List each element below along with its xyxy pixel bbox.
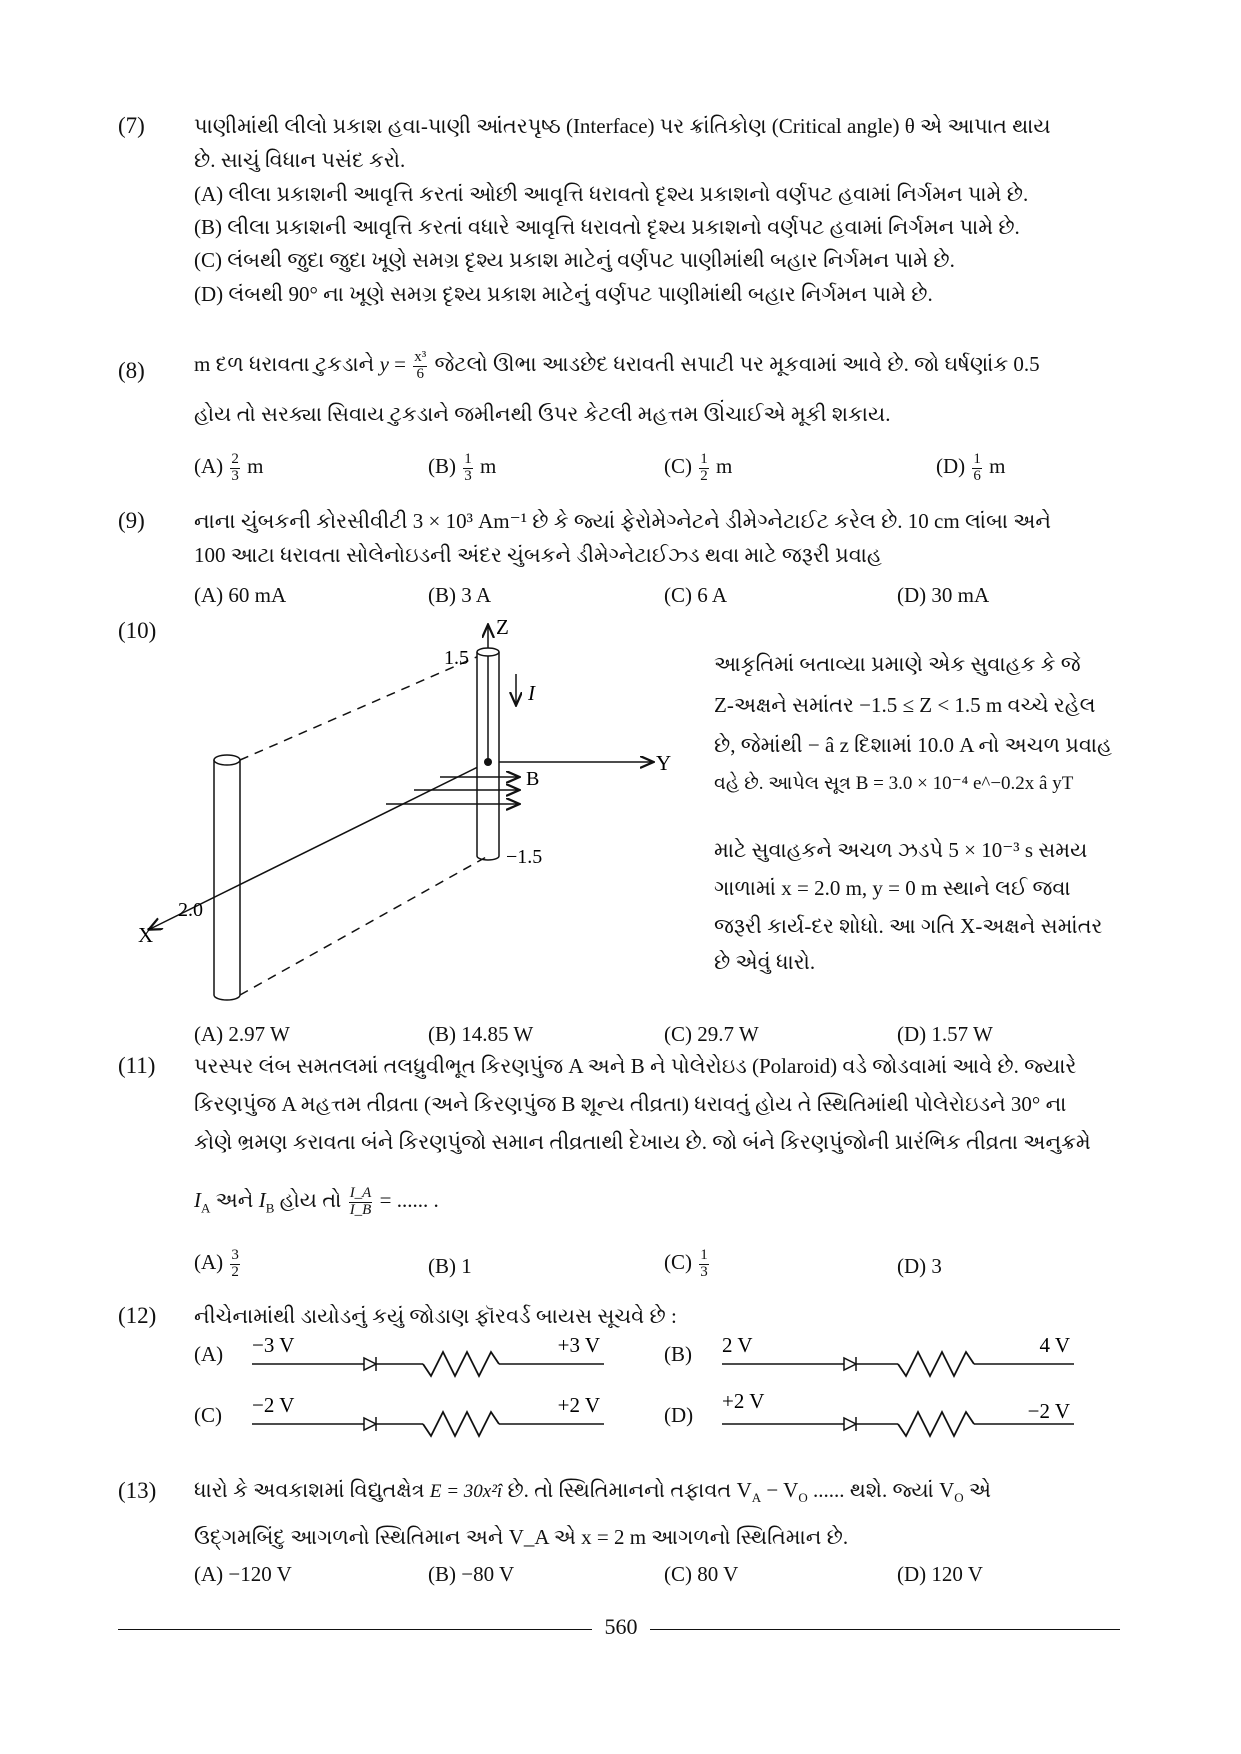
question-text: છે. સાચું વિધાન પસંદ કરો. (194, 148, 406, 172)
option-b: (B) 14.85 W (428, 1022, 534, 1046)
svg-text:4 V: 4 V (1039, 1333, 1070, 1357)
option-b: (B) 3 A (428, 583, 491, 607)
question-text: નાના ચુંબકની કોરસીવીટી 3 × 10³ Am⁻¹ છે કે જ્યાં ફેરોમેગ્નેટને ડીમેગ્નેટાઈટ કરેલ છે. 10 cm લાંબા અને (194, 509, 1052, 533)
field-label: B (526, 768, 540, 790)
option-d: (D) $\frac{1}{6}$ m (936, 451, 1006, 484)
z-axis-label: Z (496, 615, 509, 639)
question-text: m દળ ધરાવતા ટુકડાને y = $\frac{\text{x³}}{6}$ જેટલો ઊભા આડછેદ ધરાવતી સપાટી પર મૂકવામાં આવે છે. જો ઘર્ષણાંક 0.5 (194, 349, 1040, 382)
option-d: (D) 30 mA (897, 583, 990, 607)
conductor-figure (140, 612, 700, 1012)
footer-rule-left (118, 1629, 592, 1630)
question-number: (9) (118, 508, 145, 533)
question-text: જરૂરી કાર્ય-દર શોધો. આ ગતિ X-અક્ષને સમાંતર (714, 914, 1103, 938)
option-c: (C) $\frac{1}{3}$ (664, 1247, 708, 1280)
option-a: (A) $\frac{2}{3}$ m (194, 451, 264, 484)
question-number: (11) (118, 1053, 156, 1078)
question-text: ઉદ્‌ગમબિંદુ આગળનો સ્થિતિમાન અને V_A એ x = 2 m આગળનો સ્થિતિમાન છે. (194, 1525, 849, 1549)
question-text: 100 આટા ધરાવતા સોલેનોઇડની અંદર ચુંબકને ડીમેગ્નેટાઈઝ્ડ થવા માટે જરૂરી પ્રવાહ (194, 543, 882, 567)
option-d: (D) 120 V (897, 1562, 983, 1586)
current-label: I (528, 681, 535, 705)
option-a: (A) લીલા પ્રકાશની આવૃત્તિ કરતાં ઓછી આવૃત્તિ ધરાવતો દૃશ્ય પ્રકાશનો વર્ણપટ હવામાં નિર્ગમન પામે છે. (194, 182, 1029, 206)
option-d-circuit (718, 1388, 1080, 1440)
option-b: (B) 1 (428, 1254, 472, 1278)
question-number: (8) (118, 358, 145, 383)
option-c: (C) લંબથી જુદા જુદા ખૂણે સમગ્ર દૃશ્ય પ્રકાશ માટેનું વર્ણપટ પાણીમાંથી બહાર નિર્ગમન પામે છે. (194, 248, 955, 272)
option-a-circuit (248, 1332, 610, 1380)
electric-field: E = 30x²î (429, 1481, 503, 1502)
option-d: (D) 1.57 W (897, 1022, 993, 1046)
option-b-label: (B) (664, 1342, 692, 1366)
option-c: (C) 29.7 W (664, 1022, 759, 1046)
question-text: છે, જેમાંથી − â z દિશામાં 10.0 A નો અચળ પ્રવાહ (714, 733, 1112, 757)
svg-text:−2 V: −2 V (252, 1393, 295, 1417)
option-c-circuit (248, 1392, 610, 1440)
question-number: (10) (118, 618, 157, 643)
question-text: નીચેનામાંથી ડાયોડનું કયું જોડાણ ફૉરવર્ડ બાયસ સૂચવે છે : (194, 1304, 677, 1328)
question-text: કોણે ભ્રમણ કરાવતા બંને કિરણપુંજો સમાન તીવ્રતાથી દેખાય છે. જો બંને કિરણપુંજોની પ્રારંભિક તીવ્રતા અનુક્રમે (194, 1130, 1091, 1154)
question-text: હોય તો સરક્યા સિવાય ટુકડાને જમીનથી ઉપર કેટલી મહત્તમ ઊંચાઈએ મૂકી શકાય. (194, 402, 891, 426)
option-b: (B) લીલા પ્રકાશની આવૃત્તિ કરતાં વધારે આવૃત્તિ ધરાવતો દૃશ્ય પ્રકાશનો વર્ણપટ હવામાં નિર્ગમન પામે છે. (194, 215, 1020, 239)
question-text: પરસ્પર લંબ સમતલમાં તલધ્રુવીભૂત કિરણપુંજ A અને B ને પોલેરોઇડ (Polaroid) વડે જોડવામાં આવે છે. જ્યારે (194, 1054, 1077, 1078)
x-position-value: 2.0 (178, 899, 203, 921)
y-axis-label: Y (656, 751, 672, 775)
option-c: (C) 6 A (664, 583, 727, 607)
z-bottom-value: −1.5 (506, 846, 543, 868)
equation-lhs: y (379, 352, 389, 377)
option-a: (A) 60 mA (194, 583, 287, 607)
svg-text:−2 V: −2 V (1027, 1399, 1070, 1423)
option-d-label: (D) (664, 1403, 694, 1427)
option-d: (D) 3 (897, 1254, 942, 1278)
svg-text:+2 V: +2 V (722, 1389, 765, 1413)
question-number: (13) (118, 1478, 157, 1503)
footer-rule-right (650, 1629, 1120, 1630)
option-a: (A) 2.97 W (194, 1022, 290, 1046)
conductor-at-x2 (214, 755, 240, 1000)
question-text: પાણીમાંથી લીલો પ્રકાશ હવા-પાણી આંતરપૃષ્ઠ (Interface) પર ક્રાંતિકોણ (Critical angle) θ એ આપાત થાય (194, 114, 1051, 138)
question-text: $I_A$ અને $I_B$ હોય તો $\frac{I\_A}{I\_B}$ = ...... . (194, 1185, 439, 1218)
question-text: ગાળામાં x = 2.0 m, y = 0 m સ્થાને લઈ જવા (714, 876, 1071, 900)
option-c: (C) $\frac{1}{2}$ m (664, 451, 733, 484)
option-b: (B) $\frac{1}{3}$ m (428, 451, 497, 484)
option-d: (D) લંબથી 90° ના ખૂણે સમગ્ર દૃશ્ય પ્રકાશ માટેનું વર્ણપટ પાણીમાંથી બહાર નિર્ગમન પામે છે. (194, 282, 933, 306)
equation-fraction: $\frac{\text{x³}}{6}$ (414, 349, 427, 382)
question-text: માટે સુવાહકને અચળ ઝડપે 5 × 10⁻³ s સમય (714, 838, 1088, 862)
question-text: વહે છે. આપેલ સૂત્ર B = 3.0 × 10⁻⁴ e^−0.2x â yT (714, 773, 1074, 794)
svg-text:+2 V: +2 V (557, 1393, 600, 1417)
x-axis-label: X (138, 923, 154, 947)
svg-text:−3 V: −3 V (252, 1333, 295, 1357)
question-text: આકૃતિમાં બતાવ્યા પ્રમાણે એક સુવાહક કે જે (714, 652, 1081, 676)
option-a: (A) $\frac{3}{2}$ (194, 1247, 239, 1280)
option-b: (B) −80 V (428, 1562, 515, 1586)
intensity-ratio: $\frac{I\_A}{I\_B}$ (349, 1185, 372, 1218)
option-b-circuit (718, 1332, 1080, 1380)
page-number: 560 (604, 1614, 638, 1639)
option-c-label: (C) (194, 1403, 222, 1427)
option-a-label: (A) (194, 1342, 224, 1366)
question-number: (7) (118, 113, 145, 138)
svg-text:2 V: 2 V (722, 1333, 753, 1357)
question-text: કિરણપુંજ A મહત્તમ તીવ્રતા (અને કિરણપુંજ B શૂન્ય તીવ્રતા) ધરાવતું હોય તે સ્થિતિમાંથી પોલેરોઇડને 30° ના (194, 1092, 1067, 1116)
conductor-at-origin (477, 648, 499, 860)
question-text: છે એવું ધારો. (714, 950, 816, 974)
z-top-value: 1.5 (444, 647, 469, 669)
svg-text:+3 V: +3 V (557, 1333, 600, 1357)
option-a: (A) −120 V (194, 1562, 292, 1586)
question-number: (12) (118, 1303, 157, 1328)
question-text: Z-અક્ષને સમાંતર −1.5 ≤ Z < 1.5 m વચ્ચે રહેલ (714, 693, 1096, 717)
option-c: (C) 80 V (664, 1562, 739, 1586)
question-text: ધારો કે અવકાશમાં વિદ્યુતક્ષેત્ર E = 30x²î છે. તો સ્થિતિમાનનો તફાવત $V_A - V_O$ ...... થશે. જ્યાં $V_O$ એ (194, 1478, 992, 1506)
